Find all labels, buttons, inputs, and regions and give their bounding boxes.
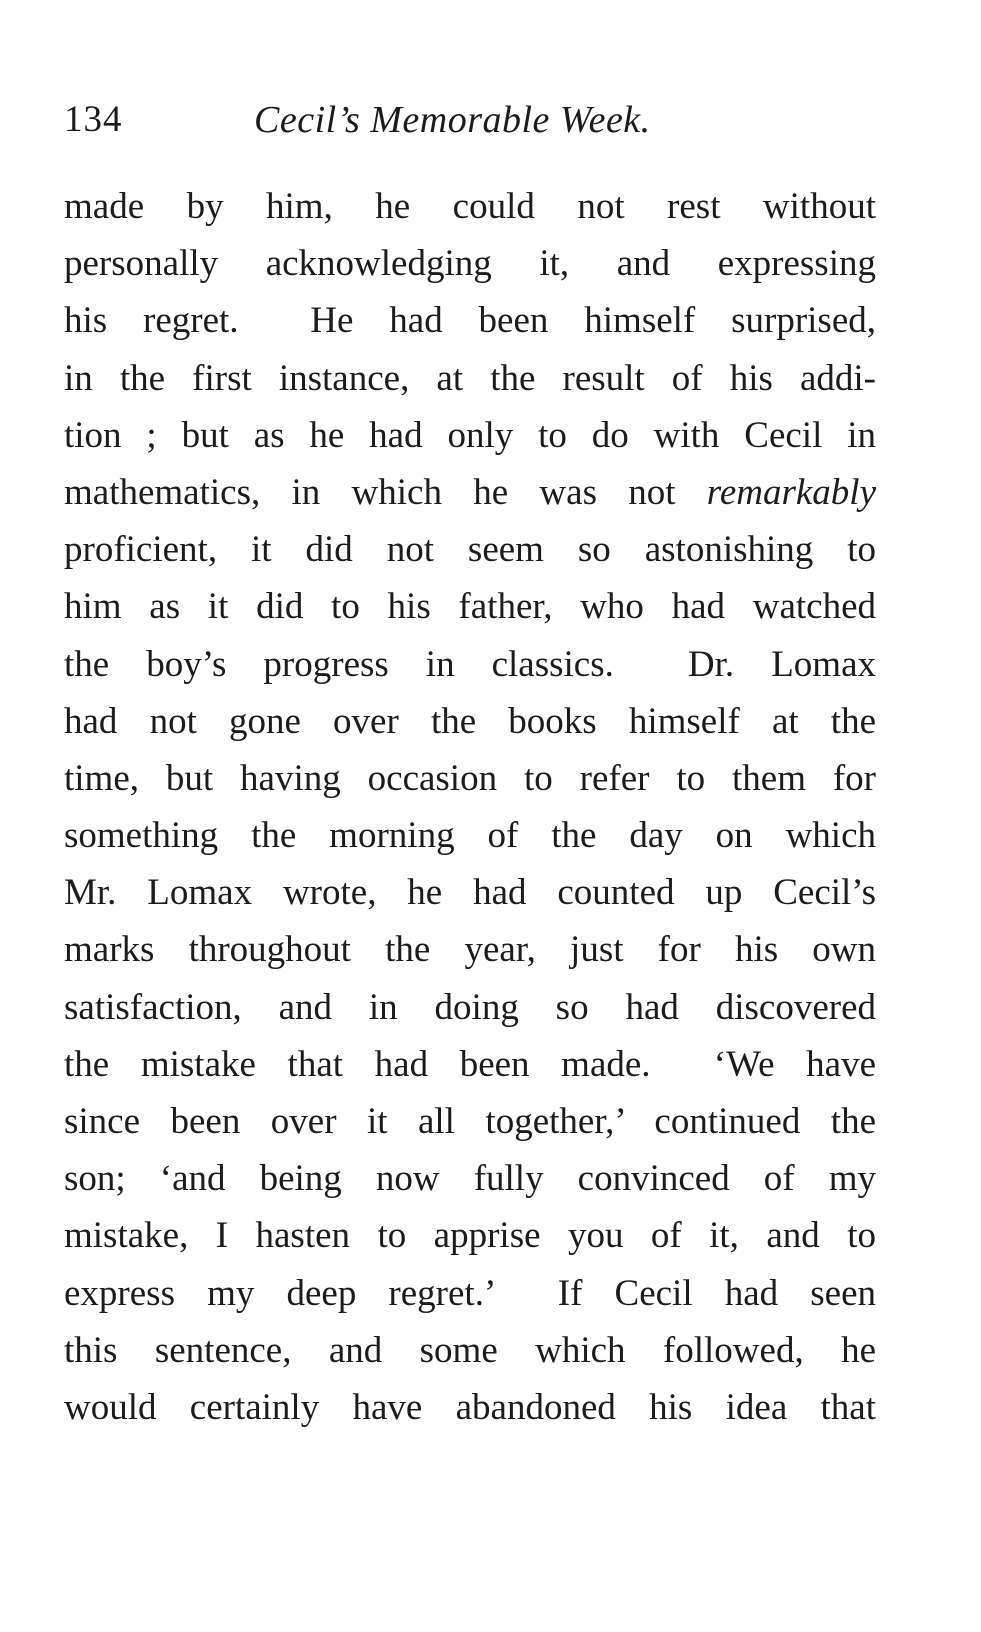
text-line: would certainly have abandoned his idea that bbox=[64, 1386, 876, 1428]
text-line: son; ‘and being now fully convinced of my bbox=[64, 1158, 876, 1200]
italic-emphasis: remarkably bbox=[706, 471, 876, 513]
text-line: made by him, he could not rest without bbox=[64, 186, 876, 227]
text-line: the mistake that had been made. ‘We have bbox=[64, 1043, 876, 1085]
text-line: had not gone over the books himself at the bbox=[64, 700, 876, 742]
text-line: Mr. Lomax wrote, he had counted up Cecil’s bbox=[64, 872, 876, 914]
text-line: time, but having occasion to refer to them for bbox=[64, 757, 876, 799]
text-line: mathematics, in which he was not remarkably bbox=[64, 471, 876, 513]
text-line: him as it did to his father, who had watched bbox=[64, 586, 876, 628]
text-line: in the first instance, at the result of his addi- bbox=[64, 357, 876, 399]
text-line: his regret. He had been himself surprised, bbox=[64, 300, 876, 342]
body-text bbox=[64, 178, 876, 1436]
text-line: since been over it all together,’ continued the bbox=[64, 1101, 876, 1142]
text-line: this sentence, and some which followed, he bbox=[64, 1329, 876, 1371]
page-number: 134 bbox=[64, 99, 123, 140]
text-line: proficient, it did not seem so astonishing to bbox=[64, 529, 876, 571]
text-line: satisfaction, and in doing so had discovered bbox=[64, 986, 876, 1028]
text-line: marks throughout the year, just for his own bbox=[64, 929, 876, 971]
text-line: personally acknowledging it, and expressing bbox=[64, 243, 876, 285]
text-line: tion ; but as he had only to do with Cecil in bbox=[64, 414, 876, 456]
text-line: mistake, I hasten to apprise you of it, and to bbox=[64, 1215, 876, 1257]
text-line: the boy’s progress in classics. Dr. Lomax bbox=[64, 643, 876, 685]
running-title: Cecil’s Memorable Week. bbox=[254, 99, 651, 141]
text-line: express my deep regret.’ If Cecil had seen bbox=[64, 1272, 876, 1314]
running-head bbox=[64, 98, 884, 158]
text-line: something the morning of the day on which bbox=[64, 815, 876, 857]
